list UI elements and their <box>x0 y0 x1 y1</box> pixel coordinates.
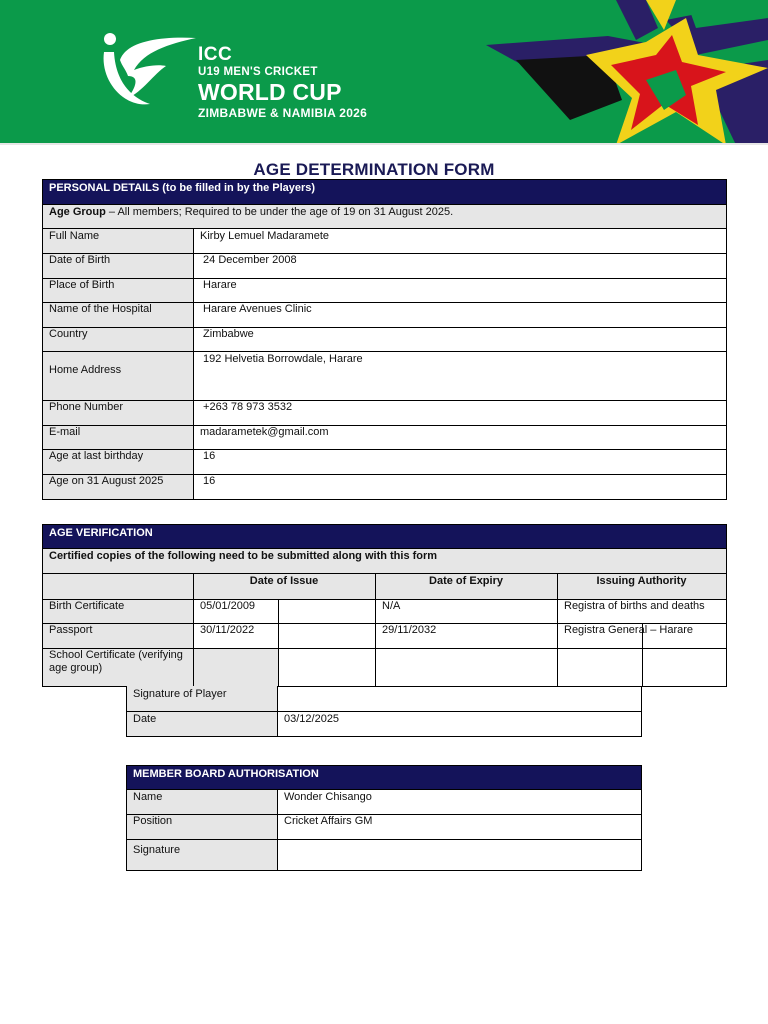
country-label: Country <box>49 328 88 340</box>
birth-certificate-issue[interactable]: 05/01/2009 <box>200 600 256 612</box>
home-address-value[interactable]: 192 Helvetia Borrowdale, Harare <box>200 353 363 365</box>
board-authorisation-title: MEMBER BOARD AUTHORISATION <box>133 768 319 780</box>
age-on-date-value[interactable]: 16 <box>200 475 216 487</box>
board-position-value[interactable]: Cricket Affairs GM <box>284 815 373 827</box>
date-of-birth-value[interactable]: 24 December 2008 <box>200 254 297 266</box>
row-divider <box>43 400 726 401</box>
age-verification-title: AGE VERIFICATION <box>49 527 153 539</box>
phone-label: Phone Number <box>49 401 123 413</box>
event-wordmark <box>198 45 367 119</box>
age-group-row <box>42 204 727 229</box>
date-of-birth-label: Date of Birth <box>49 254 111 266</box>
hospital-label: Name of the Hospital <box>49 303 152 315</box>
col-date-of-issue: Date of Issue <box>249 575 319 587</box>
full-name-label: Full Name <box>49 230 100 242</box>
school-issue-cell <box>193 648 278 686</box>
event-line1: U19 MEN'S CRICKET <box>198 66 318 78</box>
column-divider <box>278 599 279 686</box>
board-name-label: Name <box>133 791 163 803</box>
place-of-birth-value[interactable]: Harare <box>200 279 237 291</box>
age-group-label: Age Group <box>49 206 106 218</box>
hospital-value[interactable]: Harare Avenues Clinic <box>200 303 312 315</box>
birth-certificate-expiry[interactable]: N/A <box>382 600 401 612</box>
passport-label: Passport <box>49 624 93 636</box>
col-issuing-authority: Issuing Authority <box>596 575 687 587</box>
full-name-value[interactable]: Kirby Lemuel Madaramete <box>200 230 330 242</box>
home-address-label: Home Address <box>49 364 122 376</box>
phone-value[interactable]: +263 78 973 3532 <box>200 401 293 413</box>
org-name: ICC <box>198 44 233 65</box>
personal-details-title: PERSONAL DETAILS (to be filled in by the Players) <box>49 182 316 194</box>
star-graphic-icon <box>486 0 768 145</box>
icc-logo-icon <box>98 30 198 110</box>
player-signature-table <box>126 686 642 737</box>
personal-details-table <box>42 229 727 500</box>
country-value[interactable]: Zimbabwe <box>200 328 254 340</box>
date-label: Date <box>133 713 157 725</box>
age-group-text: – All members; Required to be under the age of 19 on 31 August 2025. <box>105 206 454 218</box>
row-divider <box>127 814 641 815</box>
player-signature-label: Signature of Player <box>133 688 227 700</box>
banner-divider <box>0 143 768 145</box>
age-last-birthday-label: Age at last birthday <box>49 450 144 462</box>
row-divider <box>43 253 726 254</box>
col-date-of-expiry: Date of Expiry <box>429 575 503 587</box>
age-last-birthday-value[interactable]: 16 <box>200 450 216 462</box>
school-certificate-label: School Certificate (verifying age group) <box>49 649 183 674</box>
email-value[interactable]: madarametek@gmail.com <box>200 426 329 438</box>
place-of-birth-label: Place of Birth <box>49 279 115 291</box>
birth-certificate-authority[interactable]: Registra of births and deaths <box>564 600 705 612</box>
passport-issue[interactable]: 30/11/2022 <box>200 624 255 636</box>
certified-copies-note: Certified copies of the following need to be submitted along with this form <box>49 550 438 562</box>
board-name-value[interactable]: Wonder Chisango <box>284 791 372 803</box>
row-divider <box>43 425 726 426</box>
row-divider <box>43 327 726 328</box>
board-authorisation-table <box>126 789 642 871</box>
board-authorisation-header <box>126 765 642 790</box>
event-banner <box>0 0 768 145</box>
row-divider <box>43 351 726 352</box>
row-divider <box>127 711 641 712</box>
row-divider <box>127 839 641 840</box>
event-hosts: ZIMBABWE & NAMIBIA 2026 <box>198 105 368 120</box>
event-line2: WORLD CUP <box>198 78 342 105</box>
form-title: AGE DETERMINATION FORM <box>253 160 495 179</box>
passport-authority[interactable]: Registra General – Harare <box>564 624 694 636</box>
board-signature-label: Signature <box>133 844 181 856</box>
age-verification-header <box>42 524 727 549</box>
board-position-label: Position <box>133 815 173 827</box>
personal-details-header <box>42 179 727 205</box>
passport-expiry[interactable]: 29/11/2032 <box>382 624 437 636</box>
documents-table <box>42 573 727 687</box>
row-divider <box>43 278 726 279</box>
date-value[interactable]: 03/12/2025 <box>284 713 340 725</box>
birth-certificate-label: Birth Certificate <box>49 600 125 612</box>
email-label: E-mail <box>49 426 81 438</box>
age-verification-subheader <box>42 548 727 574</box>
age-on-date-label: Age on 31 August 2025 <box>49 475 164 487</box>
